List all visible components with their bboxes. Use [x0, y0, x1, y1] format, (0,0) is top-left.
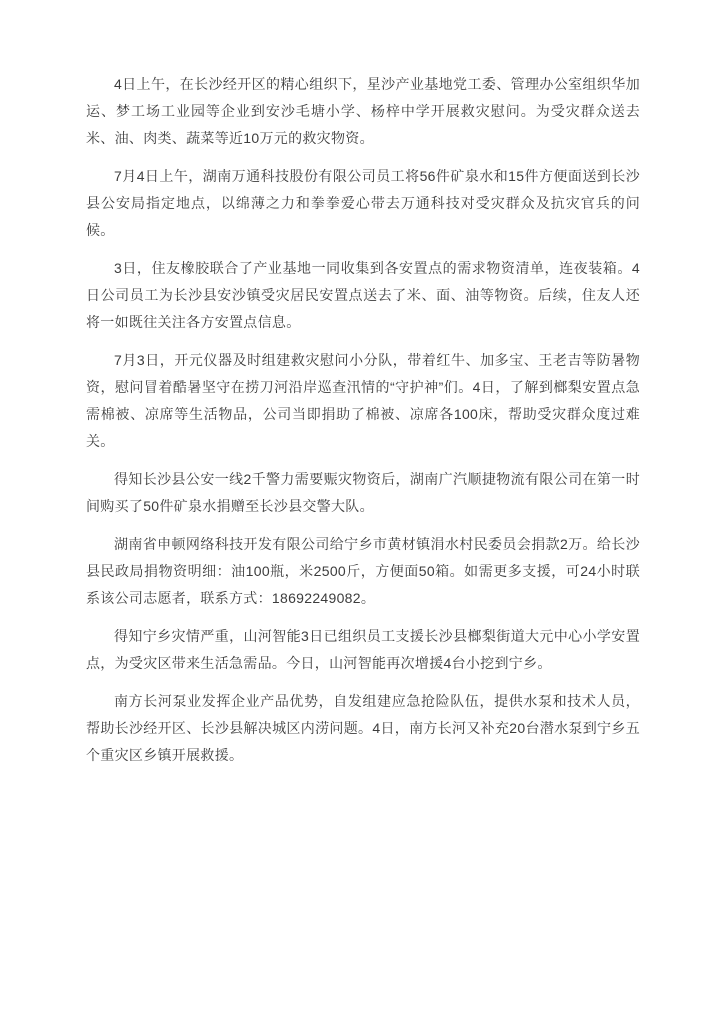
- paragraph: 湖南省申顿网络科技开发有限公司给宁乡市黄材镇涓水村民委员会捐款2万。给长沙县民政局捐物资明细：油100瓶，米2500斤，方便面50箱。如需更多支援，可24小时联系该公司志愿者，联系方式：18692249082。: [86, 536, 640, 606]
- paragraph: 南方长河泵业发挥企业产品优势，自发组建应急抢险队伍，提供水泵和技术人员，帮助长沙经开区、长沙县解决城区内涝问题。4日，南方长河又补充20台潜水泵到宁乡五个重灾区乡镇开展救援。: [86, 693, 640, 763]
- paragraph: 4日上午，在长沙经开区的精心组织下，星沙产业基地党工委、管理办公室组织华加运、梦工场工业园等企业到安沙毛塘小学、杨梓中学开展救灾慰问。为受灾群众送去米、油、肉类、蔬菜等近10万元的救灾物资。: [86, 76, 640, 146]
- paragraph: 得知长沙县公安一线2千警力需要赈灾物资后，湖南广汽顺捷物流有限公司在第一时间购买了50件矿泉水捐赠至长沙县交警大队。: [86, 471, 640, 514]
- paragraph: 3日，住友橡胶联合了产业基地一同收集到各安置点的需求物资清单，连夜装箱。4日公司员工为长沙县安沙镇受灾居民安置点送去了米、面、油等物资。后续，住友人还将一如既往关注各方安置点信息。: [86, 260, 640, 330]
- paragraph: 得知宁乡灾情严重，山河智能3日已组织员工支援长沙县榔梨街道大元中心小学安置点，为受灾区带来生活急需品。今日，山河智能再次增援4台小挖到宁乡。: [86, 628, 640, 671]
- article-body: [86, 71, 640, 780]
- paragraph: 7月3日，开元仪器及时组建救灾慰问小分队，带着红牛、加多宝、王老吉等防暑物资，慰问冒着酷暑坚守在捞刀河沿岸巡查汛情的“守护神”们。4日，了解到榔梨安置点急需棉被、凉席等生活物品，公司当即捐助了棉被、凉席各100床，帮助受灾群众度过难关。: [86, 352, 640, 449]
- paragraph: 7月4日上午，湖南万通科技股份有限公司员工将56件矿泉水和15件方便面送到长沙县公安局指定地点，以绵薄之力和拳拳爱心带去万通科技对受灾群众及抗灾官兵的问候。: [86, 168, 640, 238]
